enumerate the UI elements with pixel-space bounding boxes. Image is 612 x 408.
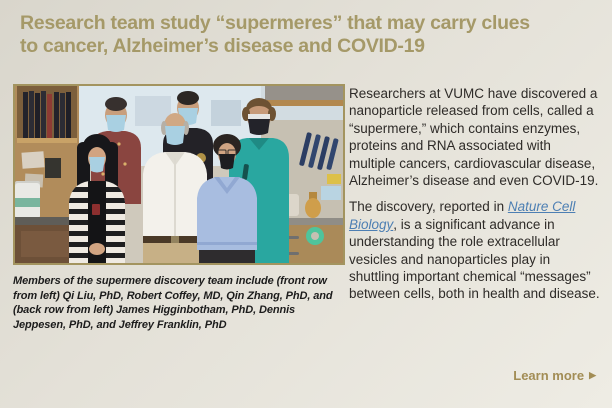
story-figure [13, 84, 347, 332]
team-photo [13, 84, 345, 265]
story-headline [20, 12, 598, 57]
photo-caption: Members of the supermere discovery team include (front row from left) Qi Liu, PhD, Robert Coffey, MD, Qin Zhang, PhD, and (back row from left) James Higginbotham, PhD, Dennis Jeppesen, PhD, and Jeffrey Franklin, PhD [13, 275, 333, 331]
article-paragraph-1: Researchers at VUMC have discovered a nanoparticle released from cells, called a “supermere,” which contains enzymes, proteins and RNA associated with multiple cancers, cardiovascular disease, Alzheimer’s disease and even COVID-19. [349, 86, 599, 189]
learn-more-link[interactable] [513, 368, 596, 383]
paragraph-2-suffix: , is a significant advance in understanding the role extracellular vesicles and nanoparticles play in shuttling important chemical “messages” between cells, both in health and disease. [349, 216, 600, 302]
learn-more-label: Learn more [513, 368, 585, 383]
nature-cell-biology-link[interactable]: Nature Cell Biology [349, 199, 576, 232]
team-photo-illustration [15, 86, 343, 263]
paragraph-2-prefix: The discovery, reported in [349, 199, 508, 215]
article-body [349, 85, 601, 312]
headline-line-2: to cancer, Alzheimer’s disease and COVID-19 [20, 34, 425, 57]
learn-more-arrow-icon: ▶ [589, 370, 596, 380]
headline-line-1: Research team study “supermeres” that may carry clues [20, 12, 530, 34]
person-qi-liu [69, 134, 125, 263]
article-paragraph-2 [349, 198, 601, 302]
